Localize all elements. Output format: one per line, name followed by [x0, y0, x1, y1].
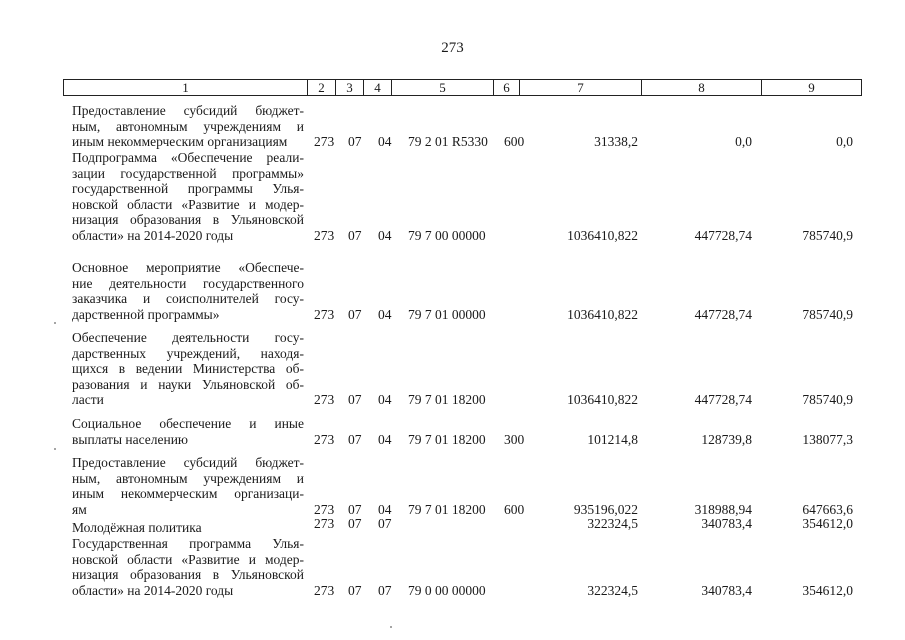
cell-col-4: 04	[378, 501, 392, 517]
column-header-table	[63, 79, 862, 96]
row-description	[72, 260, 304, 322]
cell-col-3: 07	[348, 228, 362, 243]
cell-col-4: 07	[378, 516, 392, 531]
description-line: новской области «Развитие и модер-	[72, 196, 304, 212]
description-line: Государственная программа Улья-	[72, 536, 304, 551]
cell-col-7: 1036410,822	[567, 306, 638, 322]
description-line: Основное мероприятие «Обеспече-	[72, 260, 304, 275]
row-description	[72, 455, 304, 517]
cell-col-2: 273	[314, 582, 335, 598]
cell-col-6: 300	[504, 431, 525, 447]
cell-col-5: 79 7 01 18200	[408, 501, 486, 517]
cell-col-2: 273	[314, 392, 335, 408]
description-line: выплаты населению	[72, 431, 189, 447]
description-line: дарственных учреждений, находя-	[72, 345, 304, 361]
description-line: дарственной программы»	[72, 306, 220, 322]
cell-col-9: 138077,3	[802, 431, 853, 447]
cell-col-2: 273	[314, 516, 335, 531]
cell-col-7: 1036410,822	[567, 228, 638, 243]
description-line: низация образования в Ульяновской	[72, 212, 304, 228]
row-description	[72, 520, 304, 536]
description-line: низация образования в Ульяновской	[72, 567, 304, 583]
cell-col-8: 447728,74	[694, 392, 752, 408]
cell-col-8: 318988,94	[694, 501, 752, 517]
description-line: иным некоммерческим организациям	[72, 134, 288, 150]
cell-col-8: 447728,74	[694, 228, 752, 243]
description-line: Молодёжная политика	[72, 520, 202, 535]
column-header-row	[64, 80, 862, 96]
cell-col-7: 1036410,822	[567, 392, 638, 408]
description-line: Социальное обеспечение и иные	[72, 416, 304, 431]
cell-col-9: 785740,9	[802, 228, 853, 243]
description-line: новской области «Развитие и модер-	[72, 551, 304, 567]
description-line: области» на 2014-2020 годы	[72, 227, 234, 243]
cell-col-6: 600	[504, 134, 525, 150]
cell-col-8: 340783,4	[701, 516, 752, 531]
cell-col-2: 273	[314, 501, 335, 517]
cell-col-7: 322324,5	[587, 582, 638, 598]
cell-col-5: 79 2 01 R5330	[408, 134, 488, 150]
scan-speck	[54, 448, 56, 450]
cell-col-2: 273	[314, 431, 335, 447]
cell-col-3: 07	[348, 134, 362, 150]
cell-col-8: 447728,74	[694, 306, 752, 322]
row-description	[72, 330, 304, 408]
scan-speck	[54, 322, 56, 324]
cell-col-7: 101214,8	[587, 431, 638, 447]
cell-col-2: 273	[314, 134, 335, 150]
cell-col-4: 04	[378, 134, 392, 150]
column-header-6: 6	[494, 80, 520, 96]
cell-col-3: 07	[348, 582, 362, 598]
cell-col-9: 647663,6	[802, 501, 853, 517]
column-header-8: 8	[642, 80, 762, 96]
description-line: ным, автономным учреждениям и	[72, 470, 304, 486]
cell-col-2: 273	[314, 306, 335, 322]
description-line: ние деятельности государственного	[72, 275, 304, 291]
cell-col-5: 79 7 01 18200	[408, 431, 486, 447]
description-line: иным некоммерческим организаци-	[72, 486, 304, 502]
column-header-4: 4	[364, 80, 392, 96]
cell-col-9: 0,0	[836, 134, 853, 150]
description-line: ласти	[72, 392, 104, 408]
description-line: Подпрограмма «Обеспечение реали-	[72, 150, 304, 165]
description-line: государственной программы Улья-	[72, 181, 304, 197]
cell-col-9: 785740,9	[802, 306, 853, 322]
row-description	[72, 416, 304, 447]
row-description	[72, 150, 304, 244]
column-header-1: 1	[64, 80, 308, 96]
description-line: разования и науки Ульяновской об-	[72, 376, 304, 392]
cell-col-4: 07	[378, 582, 392, 598]
description-line: Обеспечение деятельности госу-	[72, 330, 304, 345]
cell-col-8: 0,0	[735, 134, 752, 150]
description-line: области» на 2014-2020 годы	[72, 582, 234, 598]
row-description	[72, 536, 304, 598]
cell-col-6: 600	[504, 501, 525, 517]
column-header-7: 7	[520, 80, 642, 96]
description-line: Предоставление субсидий бюджет-	[72, 455, 304, 470]
column-header-9: 9	[762, 80, 862, 96]
cell-col-5: 79 7 01 00000	[408, 306, 486, 322]
cell-col-5: 79 7 00 00000	[408, 228, 486, 243]
row-description	[72, 103, 304, 150]
cell-col-3: 07	[348, 392, 362, 408]
cell-col-3: 07	[348, 306, 362, 322]
description-line: ям	[72, 501, 87, 517]
cell-col-8: 128739,8	[701, 431, 752, 447]
cell-col-3: 07	[348, 501, 362, 517]
cell-col-7: 935196,022	[573, 501, 638, 517]
cell-col-9: 354612,0	[802, 516, 853, 531]
cell-col-9: 785740,9	[802, 392, 853, 408]
cell-col-7: 322324,5	[587, 516, 638, 531]
description-line: Предоставление субсидий бюджет-	[72, 103, 304, 118]
scan-speck	[390, 626, 392, 628]
cell-col-8: 340783,4	[701, 582, 752, 598]
description-line: зации государственной программы»	[72, 165, 304, 181]
cell-col-4: 04	[378, 431, 392, 447]
cell-col-2: 273	[314, 228, 335, 243]
description-line: ным, автономным учреждениям и	[72, 118, 304, 134]
cell-col-5: 79 0 00 00000	[408, 582, 486, 598]
description-line: заказчика и соисполнителей госу-	[72, 291, 304, 307]
cell-col-5: 79 7 01 18200	[408, 392, 486, 408]
cell-col-4: 04	[378, 228, 392, 243]
page-number: 273	[441, 40, 464, 56]
description-line: щихся в ведении Министерства об-	[72, 361, 304, 377]
cell-col-7: 31338,2	[594, 134, 638, 150]
cell-col-9: 354612,0	[802, 582, 853, 598]
cell-col-4: 04	[378, 392, 392, 408]
cell-col-3: 07	[348, 431, 362, 447]
cell-col-3: 07	[348, 516, 362, 531]
column-header-3: 3	[336, 80, 364, 96]
column-header-2: 2	[308, 80, 336, 96]
cell-col-4: 04	[378, 306, 392, 322]
column-header-5: 5	[392, 80, 494, 96]
